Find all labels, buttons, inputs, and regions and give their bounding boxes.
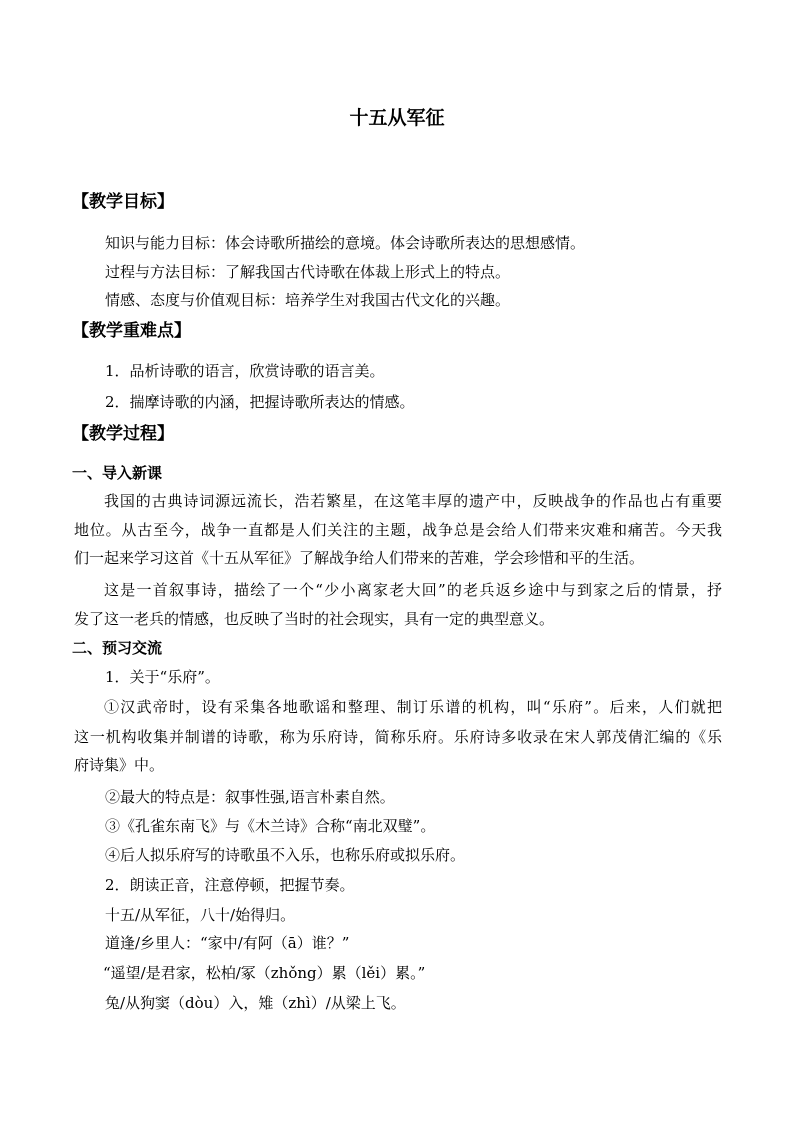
paragraph-line: 地位。从古至今，战争一直都是人们关注的主题，战争总是会给人们带来灾难和痛苦。今天我 [74,521,722,539]
preview-note: ③《孔雀东南飞》与《木兰诗》合称“南北双璧”。 [105,817,436,835]
preview-subitem: 1．关于“乐府”。 [105,668,220,686]
poem-line: 道逢/乡里人：“家中/有阿（ā）谁？” [105,934,350,952]
goal-item: 知识与能力目标：体会诗歌所描绘的意境。体会诗歌所表达的思想感情。 [105,234,586,252]
key-point-item: 2．揣摩诗歌的内涵，把握诗歌所表达的情感。 [105,393,415,411]
section-heading-goals: 【教学目标】 [72,192,174,212]
poem-line: 兔/从狗窦（dòu）入，雉（zhì）/从梁上飞。 [105,994,406,1012]
subsection-heading-intro: 一、导入新课 [72,464,163,482]
paragraph-line: 发了这一老兵的情感，也反映了当时的社会现实，具有一定的典型意义。 [74,610,555,628]
paragraph-line: 我国的古典诗词源远流长，浩若繁星，在这笔丰厚的遗产中，反映战争的作品也占有重要 [104,492,722,510]
preview-note: ④后人拟乐府写的诗歌虽不入乐，也称乐府或拟乐府。 [105,846,466,864]
paragraph-line: ①汉武帝时，设有采集各地歌谣和整理、制订乐谱的机构，叫“乐府”。后来，人们就把 [104,698,722,716]
section-heading-key-points: 【教学重难点】 [72,321,191,341]
subsection-heading-preview: 二、预习交流 [72,639,163,657]
paragraph-line: 们一起来学习这首《十五从军征》了解战争给人们带来的苦难，学会珍惜和平的生活。 [74,549,645,567]
section-heading-process: 【教学过程】 [72,424,174,444]
key-point-item: 1．品析诗歌的语言，欣赏诗歌的语言美。 [105,362,385,380]
paragraph-line: 这是一首叙事诗，描绘了一个“少小离家老大回”的老兵返乡途中与到家之后的情景，抒 [104,581,722,599]
paragraph-line: 这一机构收集并制谱的诗歌，称为乐府诗，简称乐府。乐府诗多收录在宋人郭茂倩汇编的《乐 [74,728,722,746]
poem-line: “遥望/是君家，松柏/冢（zhǒng）累（lěi）累。” [103,964,426,982]
preview-subitem: 2．朗读正音，注意停顿，把握节奏。 [105,876,355,894]
goal-item: 情感、态度与价值观目标：培养学生对我国古代文化的兴趣。 [105,291,511,309]
preview-note: ②最大的特点是：叙事性强,语言朴素自然。 [105,788,395,806]
poem-line: 十五/从军征，八十/始得归。 [105,906,296,924]
goal-item: 过程与方法目标：了解我国古代诗歌在体裁上形式上的特点。 [105,263,511,281]
paragraph-line: 府诗集》中。 [74,756,165,774]
page-title: 十五从军征 [349,107,445,129]
